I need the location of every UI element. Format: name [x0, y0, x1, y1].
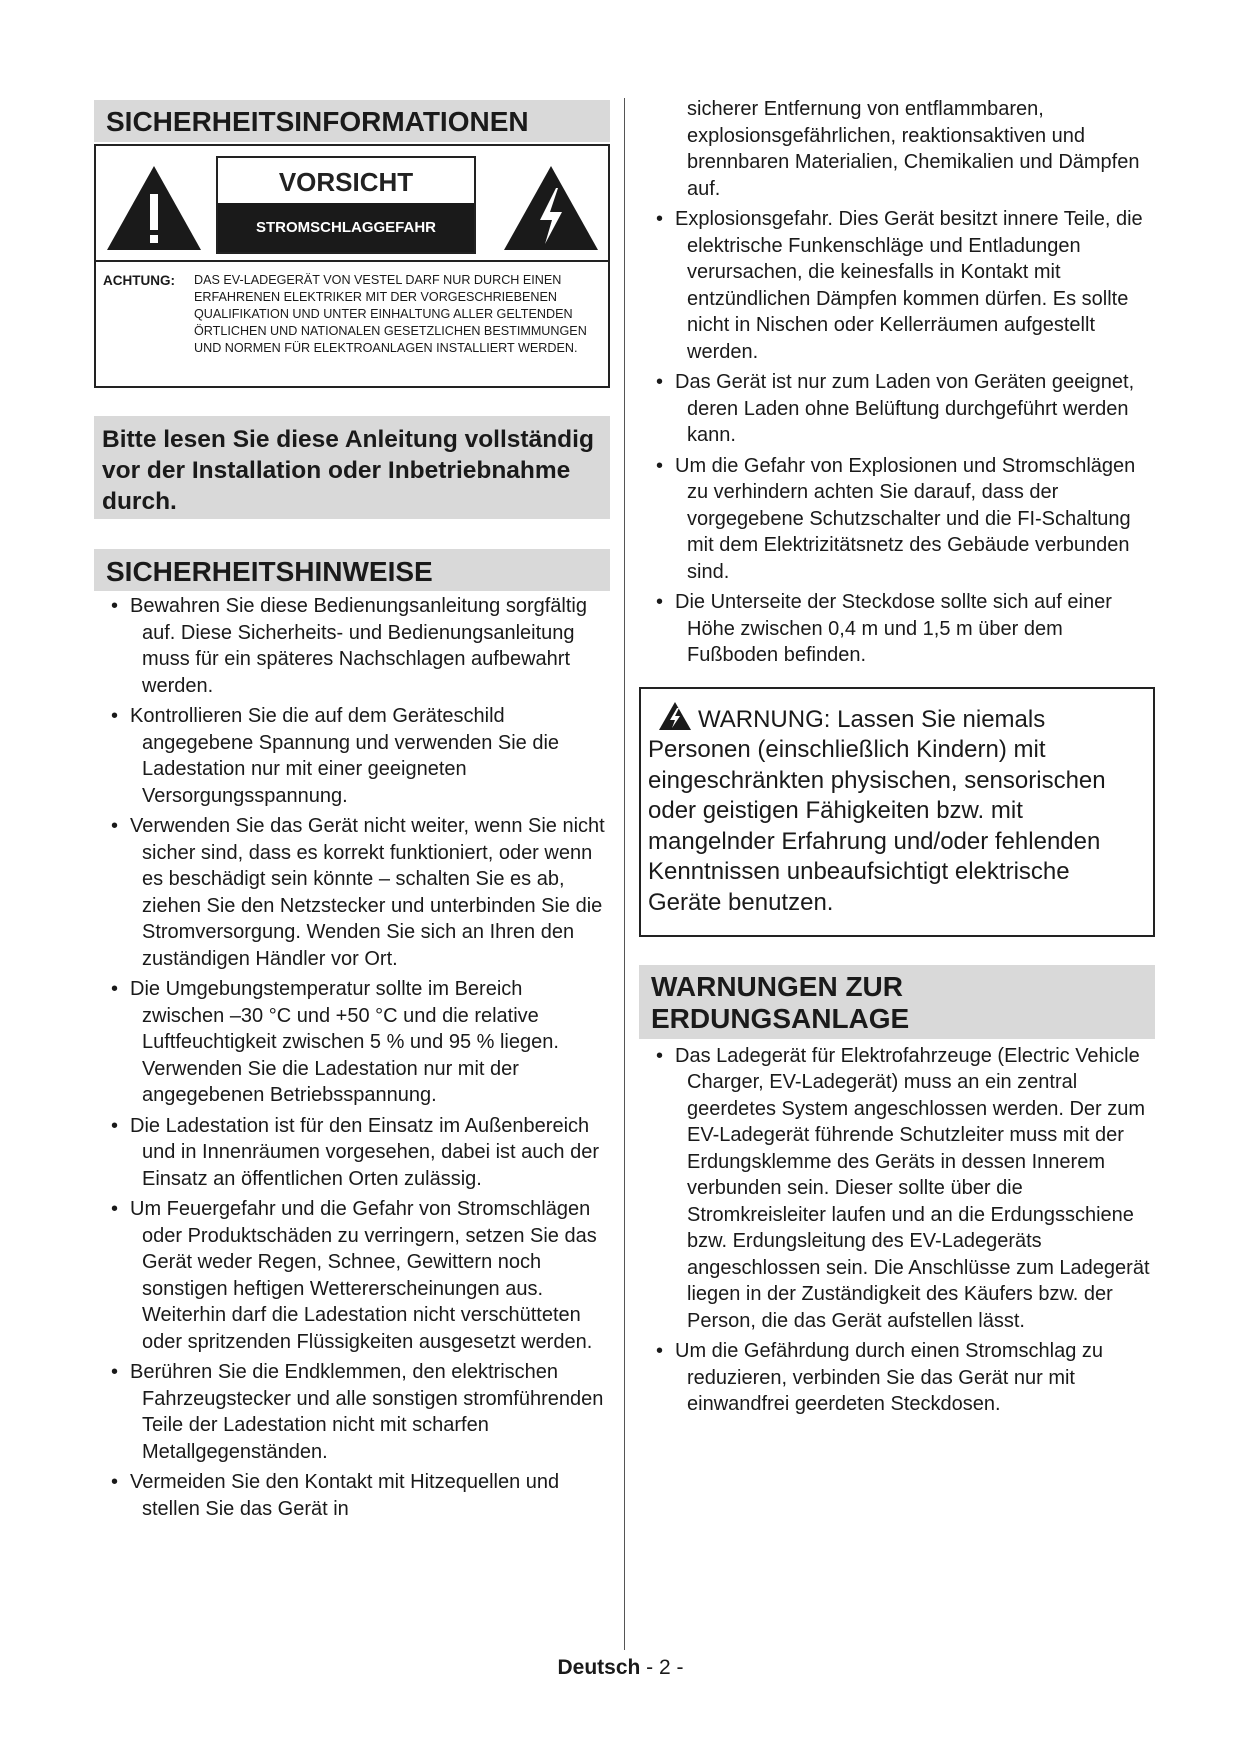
list-item: • Bewahren Sie diese Bedienungsanleitung sorgfältig auf. Diese Sicherheits- und Bedienungsanleitung muss für ein späteres Nachschlagen aufbewahrt werden.: [111, 595, 587, 697]
list-item: • Berühren Sie die Endklemmen, den elektrischen Fahrzeugstecker und alle sonstigen stromführenden Teile der Ladestation nicht mit scharfen Metallgegenständen.: [111, 1361, 604, 1463]
section-title-sicherheitshinweise: SICHERHEITSHINWEISE: [94, 549, 610, 591]
vorsicht-label-box: [216, 156, 476, 254]
grounding-bullet-list: [639, 1043, 1155, 1418]
list-item: • Das Ladegerät für Elektrofahrzeuge (Electric Vehicle Charger, EV-Ladegerät) muss an ein zentral geerdetes System angeschlossen werden. Der zum EV-Ladegerät führende Schutzleiter muss mit der Erdungsklemme des Geräts in dessen Innerem verbunden sein. Dieser sollte über die Stromkreisleiter laufen und an die Erdungsschiene bzw. Erdungsleitung des EV-Ladegeräts angeschlossen sein. Die Anschlüsse zum Ladegerät liegen in der Zuständigkeit des Käufers bzw. der Person, die das Gerät aufstellen lässt.: [656, 1044, 1150, 1332]
list-item: • Die Umgebungstemperatur sollte im Bereich zwischen –30 °C und +50 °C und die relative Luftfeuchtigkeit zwischen 5 % und 95 % liegen. Verwenden Sie die Ladestation nur mit der angegebenen Betriebsspannung.: [111, 978, 559, 1106]
erdung-title-line1: WARNUNGEN ZUR: [651, 970, 903, 1002]
list-item: • Um die Gefährdung durch einen Stromschlag zu reduzieren, verbinden Sie das Gerät nur mit einwandfrei geerdeten Steckdosen.: [656, 1340, 1104, 1415]
safety-bullet-list-continued: [639, 206, 1155, 669]
read-instructions-notice: Bitte lesen Sie diese Anleitung vollständig vor der Installation oder Inbetriebnahme durch.: [94, 416, 610, 519]
left-column: [94, 100, 610, 1526]
section-title-erdungsanlage: [639, 965, 1155, 1039]
caution-box: [94, 144, 610, 388]
list-item: • Die Unterseite der Steckdose sollte sich auf einer Höhe zwischen 0,4 m und 1,5 m über dem Fußboden befinden.: [656, 591, 1112, 666]
column-divider: [624, 98, 625, 1650]
list-item: • Verwenden Sie das Gerät nicht weiter, wenn Sie nicht sicher sind, dass es korrekt funktioniert, oder wenn es beschädigt sein könnte – schalten Sie es ab, ziehen Sie den Netzstecker und unterbinden Sie die Stromversorgung. Wenden Sie sich an Ihren den zuständigen Händler vor Ort.: [111, 815, 605, 970]
list-item: • Die Ladestation ist für den Einsatz im Außenbereich und in Innenräumen vorgesehen, dabei ist auch der Einsatz an öffentlichen Orten zulässig.: [111, 1114, 599, 1190]
right-column: [639, 96, 1155, 1422]
safety-bullet-list: [94, 593, 610, 1522]
continued-text: sicherer Entfernung von entflammbaren, explosionsgefährlichen, reaktionsaktiven und brennbaren Materialien, Chemikalien und Dämpfen auf.: [687, 98, 1140, 200]
list-item: • Um die Gefahr von Explosionen und Stromschlägen zu verhindern achten Sie darauf, dass der vorgegebene Schutzschalter und die FI-Schaltung mit dem Elektrizitätsnetz des Gebäude verbunden sind.: [656, 454, 1136, 583]
list-item: • Vermeiden Sie den Kontakt mit Hitzequellen und stellen Sie das Gerät in: [111, 1471, 560, 1520]
electric-warning-icon: [658, 701, 692, 731]
footer-language: Deutsch: [557, 1656, 641, 1679]
warning-text: WARNUNG: Lassen Sie niemals Personen (einschließlich Kindern) mit eingeschränkten physischen, sensorischen oder geistigen Fähigkeiten bzw. mit mangelnder Erfahrung und/oder fehlenden Kenntnissen unbeaufsichtigt elektrische Geräte benutzen.: [648, 705, 1106, 916]
exclamation-warning-icon: [105, 164, 203, 252]
list-item: • Explosionsgefahr. Dies Gerät besitzt innere Teile, die elektrische Funkenschläge und Entladungen verursachen, die keinesfalls in Kontakt mit entzündlichen Dämpfen kommen dürfen. Es sollte nicht in Nischen oder Kellerräumen aufgestellt werden.: [656, 208, 1143, 363]
achtung-notice: [103, 272, 598, 357]
list-item: • Kontrollieren Sie die auf dem Geräteschild angegebene Spannung und verwenden Sie die Ladestation nur mit einer geeigneten Versorgungsspannung.: [111, 705, 560, 807]
page-footer: [0, 1656, 1241, 1680]
vorsicht-title: VORSICHT: [278, 167, 414, 197]
achtung-text: DAS EV-LADEGERÄT VON VESTEL DARF NUR DURCH EINEN ERFAHRENEN ELEKTRIKER MIT DER VORGESCHRIEBENEN QUALIFIKATION UND UNTER EINHALTUNG ALLER GELTENDEN ÖRTLICHEN UND NATIONALEN GESETZLICHEN BESTIMMUNGEN UND NORMEN FÜR ELEKTROANLAGEN INSTALLIERT WERDEN.: [194, 273, 587, 355]
stromschlag-label: STROMSCHLAGGEFAHR: [218, 203, 474, 252]
achtung-label: ACHTUNG:: [103, 273, 175, 288]
caution-banner: [96, 146, 608, 262]
electric-shock-icon: [502, 164, 600, 252]
list-item: • Um Feuergefahr und die Gefahr von Stromschlägen oder Produktschäden zu verringern, setzen Sie das Gerät weder Regen, Schnee, Gewittern noch sonstigen heftigen Wettererscheinungen aus. Weiterhin darf die Ladestation nicht verschütteten oder spritzenden Flüssigkeiten ausgesetzt werden.: [111, 1198, 597, 1353]
page-number: - 2 -: [640, 1656, 684, 1679]
erdung-title-line2: ERDUNGSANLAGE: [651, 1002, 910, 1034]
list-item: • Das Gerät ist nur zum Laden von Geräten geeignet, deren Laden ohne Belüftung durchgeführt werden kann.: [656, 371, 1135, 446]
section-title-sicherheitsinformationen: SICHERHEITSINFORMATIONEN: [94, 100, 610, 142]
warning-box: [639, 687, 1155, 937]
